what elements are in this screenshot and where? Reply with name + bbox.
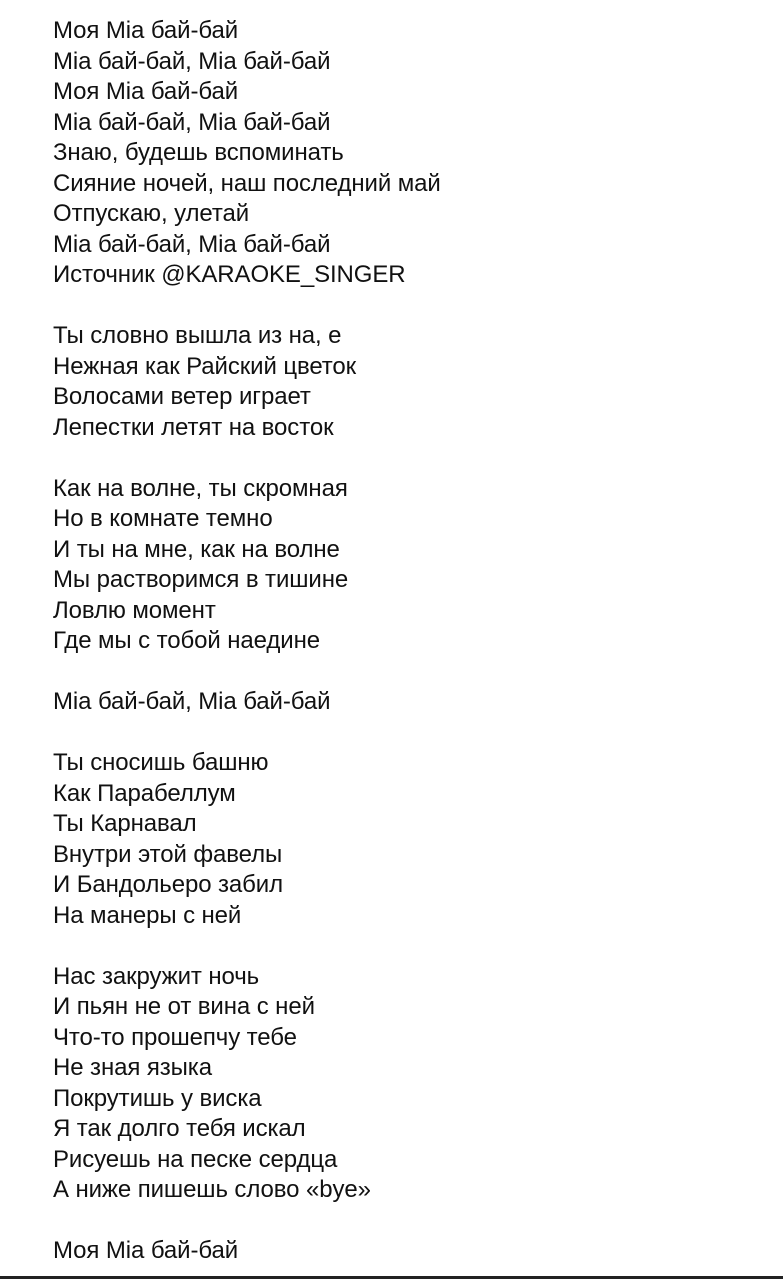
lyric-line: Внутри этой фавелы bbox=[53, 840, 283, 868]
lyric-line: Рисуешь на песке сердца bbox=[53, 1145, 338, 1173]
lyric-line: Mia бай-бай, Mia бай-бай bbox=[53, 230, 331, 258]
lyric-line: Ты Карнавал bbox=[53, 810, 197, 837]
lyric-line: Волосами ветер играет bbox=[53, 383, 311, 410]
lyrics-text bbox=[53, 16, 773, 1267]
lyric-line: Нежная как Райский цветок bbox=[53, 352, 357, 380]
stanza-2 bbox=[53, 321, 773, 443]
lyric-line: Отпускаю, улетай bbox=[53, 200, 250, 227]
lyric-line: И пьян не от вина с ней bbox=[53, 993, 315, 1020]
lyric-line: Мы растворимся в тишине bbox=[53, 566, 349, 593]
lyric-line: Моя Mia бай-бай bbox=[53, 17, 239, 44]
lyric-line: Mia бай-бай, Mia бай-бай bbox=[53, 108, 331, 136]
lyric-line: Моя Mia бай-бай bbox=[53, 1237, 239, 1264]
lyric-line: Моя Mia бай-бай bbox=[53, 78, 239, 105]
lyric-line: Ловлю момент bbox=[53, 596, 216, 624]
lyric-line: Не зная языка bbox=[53, 1054, 212, 1081]
lyric-line: Но в комнате темно bbox=[53, 505, 273, 532]
stanza-7 bbox=[53, 1236, 773, 1267]
lyric-line: Ты сносишь башню bbox=[53, 749, 269, 776]
lyric-line: Как на волне, ты скромная bbox=[53, 474, 348, 502]
lyric-line: На манеры с ней bbox=[53, 901, 242, 929]
source-credit: Источник @KARAOKE_SINGER bbox=[53, 261, 406, 288]
stanza-3 bbox=[53, 474, 773, 657]
lyric-line: Лепестки летят на восток bbox=[53, 413, 334, 441]
lyric-line: И Бандольеро забил bbox=[53, 871, 284, 898]
lyric-line: Покрутишь у виска bbox=[53, 1084, 262, 1112]
lyric-line: Нас закружит ночь bbox=[53, 962, 260, 990]
lyric-line: Знаю, будешь вспоминать bbox=[53, 139, 344, 166]
lyric-line: А ниже пишешь слово «bye» bbox=[53, 1176, 371, 1203]
stanza-5 bbox=[53, 748, 773, 931]
stanza-4 bbox=[53, 687, 773, 718]
stanza-6 bbox=[53, 962, 773, 1206]
lyric-line: Mia бай-бай, Mia бай-бай bbox=[53, 47, 331, 75]
lyric-line: Mia бай-бай, Mia бай-бай bbox=[53, 688, 331, 715]
lyric-line: Я так долго тебя искал bbox=[53, 1115, 306, 1142]
lyric-line: Что-то прошепчу тебе bbox=[53, 1023, 297, 1051]
lyric-line: И ты на мне, как на волне bbox=[53, 535, 340, 563]
lyric-line: Ты словно вышла из на, е bbox=[53, 322, 342, 349]
lyric-line: Где мы с тобой наедине bbox=[53, 627, 320, 654]
stanza-1 bbox=[53, 16, 773, 291]
lyric-line: Сияние ночей, наш последний май bbox=[53, 169, 441, 197]
lyric-line: Как Парабеллум bbox=[53, 779, 236, 807]
